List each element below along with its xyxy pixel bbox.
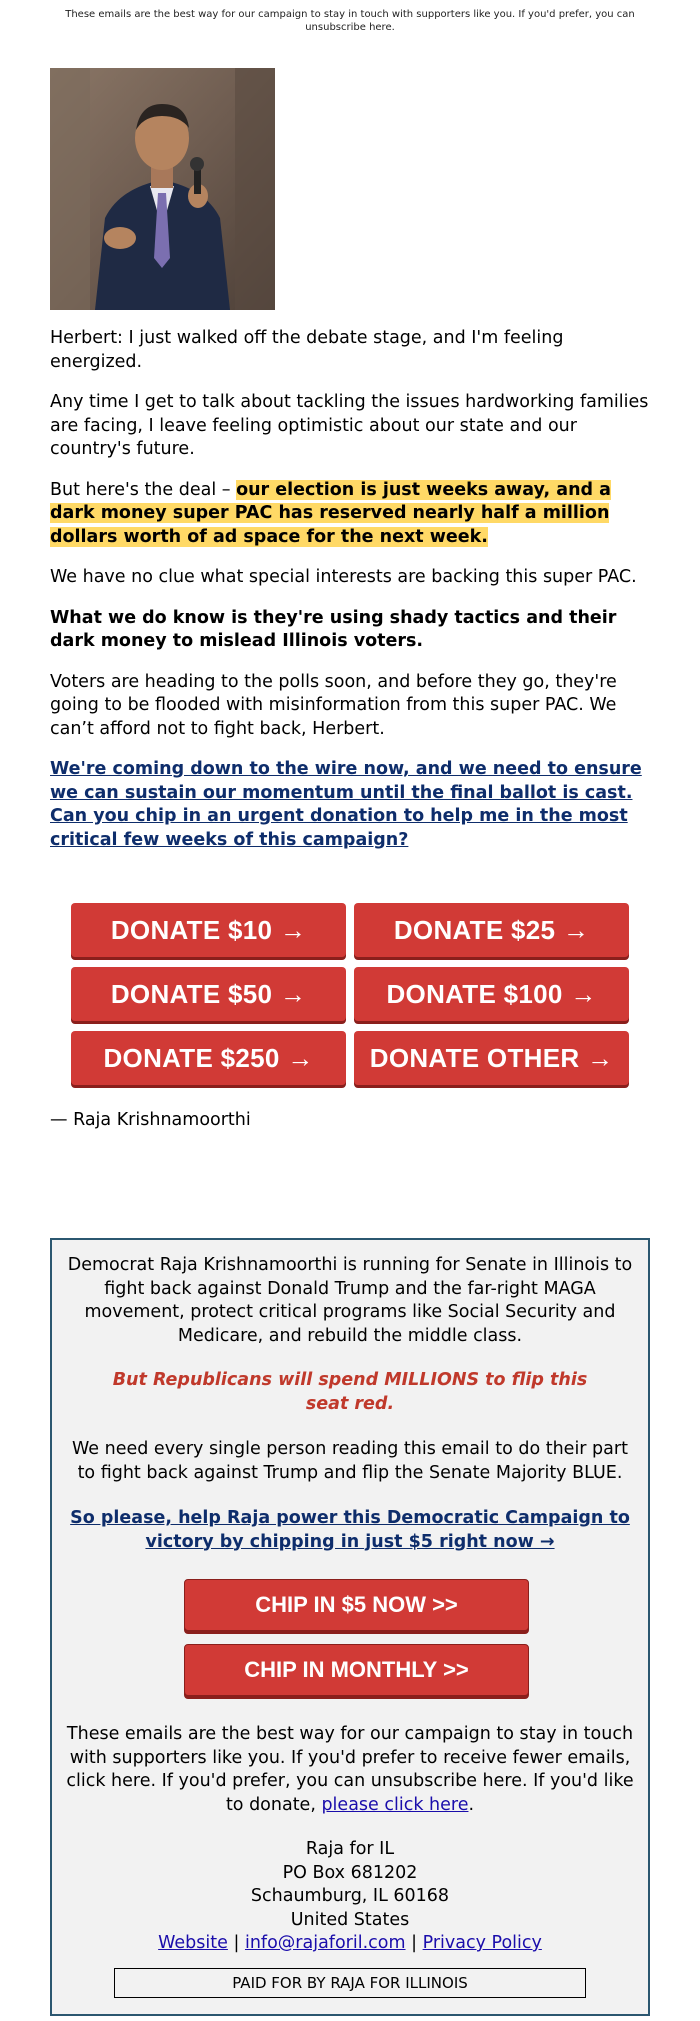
privacy-policy-link[interactable]: Privacy Policy <box>422 1933 542 1953</box>
address-country: United States <box>290 1909 410 1930</box>
email-body <box>50 327 650 869</box>
paragraph-greeting: Herbert: I just walked off the debate stage, and I'm feeling energized. <box>50 328 564 372</box>
paragraph-misinformation: Voters are heading to the polls soon, and before they go, they're going to be flooded with misinformation from this super PAC. We can’t afford not to fight back, Herbert. <box>50 671 617 739</box>
donate-10-button[interactable]: DONATE $10 → <box>71 903 346 957</box>
link-separator: | <box>233 1933 240 1953</box>
donate-link[interactable]: please click here <box>321 1794 469 1815</box>
website-link[interactable]: Website <box>158 1933 228 1953</box>
paragraph-no-clue: We have no clue what special interests are backing this super PAC. <box>50 567 637 587</box>
footer-warning: But Republicans will spend MILLIONS to flip this seat red. <box>112 1370 588 1414</box>
chip-in-5-button[interactable]: CHIP IN $5 NOW >> <box>184 1579 529 1631</box>
signature: — Raja Krishnamoorthi <box>50 1110 251 1130</box>
donate-25-button[interactable]: DONATE $25 → <box>354 903 629 957</box>
link-separator: | <box>411 1933 418 1953</box>
preheader-text: These emails are the best way for our campaign to stay in touch with supporters like you. If you'd prefer, you can unsubscribe here. <box>65 9 635 33</box>
address-city: Schaumburg, IL 60168 <box>250 1886 450 1906</box>
deal-lead: But here's the deal – <box>50 479 237 500</box>
donate-100-button[interactable]: DONATE $100 → <box>354 967 629 1021</box>
footer-cta-link[interactable]: So please, help Raja power this Democratic Campaign to victory by chipping in just $5 right now → <box>70 1508 630 1552</box>
paragraph-donation-ask <box>50 758 650 852</box>
unsubscribe-end: . <box>468 1794 475 1815</box>
candidate-photo <box>50 68 275 310</box>
footer-ask: We need every single person reading this email to do their part to fight back against Trump and flip the Senate Majority BLUE. <box>72 1439 628 1483</box>
donate-250-button[interactable]: DONATE $250 → <box>71 1031 346 1085</box>
mailing-address <box>64 1838 636 1956</box>
donate-other-button[interactable]: DONATE OTHER → <box>354 1031 629 1085</box>
paragraph-deal <box>50 479 650 550</box>
paragraph-shady-tactics: What we do know is they're using shady tactics and their dark money to mislead Illinois voters. <box>50 607 617 651</box>
donate-50-button[interactable]: DONATE $50 → <box>71 967 346 1021</box>
footer-intro: Democrat Raja Krishnamoorthi is running for Senate in Illinois to fight back against Donald Trump and the far-right MAGA movement, protect critical programs like Social Security and Medicare, and rebuild the middle class. <box>67 1255 633 1346</box>
donation-ask-link[interactable]: We're coming down to the wire now, and we need to ensure we can sustain our momentum until the final ballot is cast. Can you chip in an urgent donation to help me in the most critical few weeks of this campaign? <box>50 759 642 850</box>
email-link[interactable]: info@rajaforil.com <box>244 1933 406 1953</box>
paragraph-optimism: Any time I get to talk about tackling the issues hardworking families are facing, I leave feeling optimistic about our state and our country's future. <box>50 392 649 459</box>
address-name: Raja for IL <box>305 1839 395 1859</box>
footer-links <box>64 1932 636 1956</box>
chip-monthly-button[interactable]: CHIP IN MONTHLY >> <box>184 1644 529 1696</box>
footer-box <box>50 1238 650 2016</box>
paid-for-disclaimer: PAID FOR BY RAJA FOR ILLINOIS <box>114 1968 586 1998</box>
deal-highlight: our election is just weeks away, and a dark money super PAC has reserved nearly half a million dollars worth of ad space for the next week. <box>50 479 611 547</box>
unsubscribe-copy: These emails are the best way for our campaign to stay in touch with supporters like you. If you'd prefer to receive fewer emails, click here. If you'd prefer, you can unsubscribe here. If you'd like to donate, <box>66 1724 634 1815</box>
address-po: PO Box 681202 <box>282 1862 418 1883</box>
footer-unsubscribe-text <box>64 1723 636 1817</box>
